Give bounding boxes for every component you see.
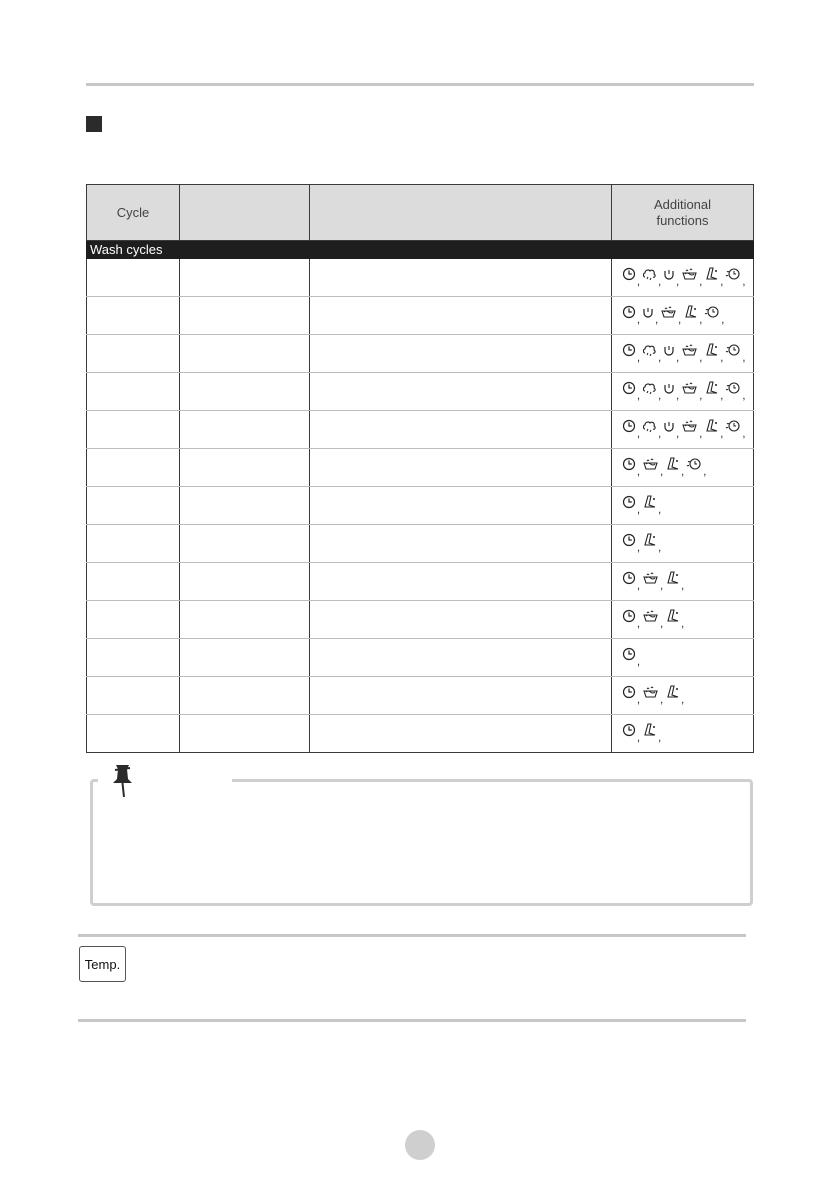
additional-functions-cell	[612, 563, 754, 601]
delay-icon	[622, 609, 636, 626]
separator-comma: ,	[660, 466, 664, 478]
spin-icon	[663, 419, 675, 436]
cycle-cell	[87, 487, 180, 525]
additional-functions-cell	[612, 411, 754, 449]
stain-icon	[665, 457, 680, 474]
steam-icon	[686, 457, 702, 474]
column-2-cell	[180, 335, 310, 373]
table-row	[87, 487, 754, 525]
middle-divider	[78, 934, 746, 937]
separator-comma: ,	[699, 314, 703, 326]
additional-functions-cell	[612, 373, 754, 411]
separator-comma: ,	[658, 276, 662, 288]
stain-icon	[642, 495, 657, 512]
separator-comma: ,	[637, 694, 641, 706]
note-box	[90, 779, 753, 906]
soak-icon	[642, 571, 659, 588]
stain-icon	[642, 723, 657, 740]
delay-icon	[622, 305, 636, 322]
soak-icon	[642, 609, 659, 626]
delay-icon	[622, 343, 636, 360]
separator-comma: ,	[678, 314, 682, 326]
separator-comma: ,	[742, 390, 746, 402]
soak-icon	[681, 381, 698, 398]
section-marker-square	[86, 116, 102, 132]
additional-functions-cell	[612, 335, 754, 373]
soak-icon	[681, 343, 698, 360]
additional-functions-cell	[612, 601, 754, 639]
delay-icon	[622, 495, 636, 512]
extra-rinse-icon	[642, 419, 657, 436]
separator-comma: ,	[742, 276, 746, 288]
separator-comma: ,	[676, 390, 680, 402]
table-row	[87, 639, 754, 677]
additional-functions-cell	[612, 259, 754, 297]
separator-comma: ,	[637, 352, 641, 364]
separator-comma: ,	[681, 618, 685, 630]
column-2-cell	[180, 563, 310, 601]
column-3-cell	[310, 525, 612, 563]
column-2-cell	[180, 639, 310, 677]
table-row	[87, 677, 754, 715]
stain-icon	[704, 267, 719, 284]
separator-comma: ,	[676, 428, 680, 440]
additional-functions-cell	[612, 639, 754, 677]
extra-rinse-icon	[642, 267, 657, 284]
cycle-cell	[87, 639, 180, 677]
separator-comma: ,	[637, 504, 641, 516]
stain-icon	[704, 419, 719, 436]
column-3-cell	[310, 335, 612, 373]
cycle-cell	[87, 373, 180, 411]
column-2-cell	[180, 449, 310, 487]
cycle-cell	[87, 449, 180, 487]
delay-icon	[622, 685, 636, 702]
separator-comma: ,	[658, 542, 662, 554]
header-cycle: Cycle	[87, 185, 180, 241]
bottom-divider	[78, 1019, 746, 1022]
section-row	[87, 241, 754, 259]
separator-comma: ,	[681, 466, 685, 478]
column-3-cell	[310, 487, 612, 525]
spin-icon	[663, 381, 675, 398]
column-3-cell	[310, 639, 612, 677]
header-additional-functions: Additional functions	[612, 185, 754, 241]
delay-icon	[622, 381, 636, 398]
header-column-2	[180, 185, 310, 241]
delay-icon	[622, 647, 636, 664]
separator-comma: ,	[660, 580, 664, 592]
stain-icon	[704, 381, 719, 398]
extra-rinse-icon	[642, 381, 657, 398]
delay-icon	[622, 571, 636, 588]
cycle-cell	[87, 601, 180, 639]
steam-icon	[725, 419, 741, 436]
cycle-cell	[87, 715, 180, 753]
separator-comma: ,	[658, 732, 662, 744]
separator-comma: ,	[699, 276, 703, 288]
column-2-cell	[180, 411, 310, 449]
separator-comma: ,	[699, 428, 703, 440]
separator-comma: ,	[720, 276, 724, 288]
delay-icon	[622, 419, 636, 436]
delay-icon	[622, 723, 636, 740]
separator-comma: ,	[637, 466, 641, 478]
separator-comma: ,	[658, 428, 662, 440]
cycle-cell	[87, 411, 180, 449]
column-2-cell	[180, 601, 310, 639]
wash-cycles-table	[86, 184, 754, 753]
column-3-cell	[310, 715, 612, 753]
steam-icon	[725, 381, 741, 398]
steam-icon	[725, 343, 741, 360]
soak-icon	[681, 419, 698, 436]
column-3-cell	[310, 601, 612, 639]
column-3-cell	[310, 449, 612, 487]
separator-comma: ,	[720, 428, 724, 440]
column-3-cell	[310, 297, 612, 335]
separator-comma: ,	[676, 276, 680, 288]
temp-badge: Temp.	[79, 946, 126, 982]
cycle-cell	[87, 563, 180, 601]
soak-icon	[681, 267, 698, 284]
column-3-cell	[310, 373, 612, 411]
column-2-cell	[180, 525, 310, 563]
soak-icon	[660, 305, 677, 322]
separator-comma: ,	[676, 352, 680, 364]
separator-comma: ,	[721, 314, 725, 326]
stain-icon	[665, 685, 680, 702]
table-header-row	[87, 185, 754, 241]
delay-icon	[622, 533, 636, 550]
separator-comma: ,	[660, 618, 664, 630]
steam-icon	[725, 267, 741, 284]
delay-icon	[622, 457, 636, 474]
cycle-cell	[87, 259, 180, 297]
separator-comma: ,	[637, 314, 641, 326]
separator-comma: ,	[637, 542, 641, 554]
table-row	[87, 525, 754, 563]
separator-comma: ,	[637, 276, 641, 288]
column-3-cell	[310, 259, 612, 297]
table-row	[87, 411, 754, 449]
extra-rinse-icon	[642, 343, 657, 360]
table-row	[87, 259, 754, 297]
additional-functions-cell	[612, 297, 754, 335]
separator-comma: ,	[742, 352, 746, 364]
pushpin-icon	[110, 763, 136, 799]
separator-comma: ,	[655, 314, 659, 326]
separator-comma: ,	[703, 466, 707, 478]
soak-icon	[642, 685, 659, 702]
separator-comma: ,	[637, 428, 641, 440]
column-2-cell	[180, 259, 310, 297]
stain-icon	[665, 609, 680, 626]
separator-comma: ,	[637, 618, 641, 630]
spin-icon	[663, 343, 675, 360]
section-label: Wash cycles	[87, 241, 754, 259]
table-row	[87, 373, 754, 411]
separator-comma: ,	[660, 694, 664, 706]
stain-icon	[704, 343, 719, 360]
additional-functions-cell	[612, 715, 754, 753]
separator-comma: ,	[637, 390, 641, 402]
soak-icon	[642, 457, 659, 474]
page-number-dot	[405, 1130, 435, 1160]
table-row	[87, 563, 754, 601]
cycle-cell	[87, 297, 180, 335]
steam-icon	[704, 305, 720, 322]
additional-functions-cell	[612, 487, 754, 525]
table-row	[87, 297, 754, 335]
spin-icon	[663, 267, 675, 284]
delay-icon	[622, 267, 636, 284]
column-3-cell	[310, 411, 612, 449]
additional-functions-cell	[612, 525, 754, 563]
separator-comma: ,	[699, 352, 703, 364]
top-divider	[86, 83, 754, 86]
table-row	[87, 335, 754, 373]
column-2-cell	[180, 297, 310, 335]
separator-comma: ,	[681, 694, 685, 706]
header-column-3	[310, 185, 612, 241]
column-2-cell	[180, 373, 310, 411]
separator-comma: ,	[637, 656, 641, 668]
separator-comma: ,	[637, 580, 641, 592]
column-2-cell	[180, 715, 310, 753]
separator-comma: ,	[637, 732, 641, 744]
separator-comma: ,	[658, 352, 662, 364]
column-3-cell	[310, 677, 612, 715]
spin-icon	[642, 305, 654, 322]
stain-icon	[665, 571, 680, 588]
separator-comma: ,	[720, 352, 724, 364]
separator-comma: ,	[681, 580, 685, 592]
separator-comma: ,	[699, 390, 703, 402]
table-row	[87, 449, 754, 487]
table-row	[87, 601, 754, 639]
cycle-cell	[87, 525, 180, 563]
stain-icon	[642, 533, 657, 550]
cycle-cell	[87, 677, 180, 715]
additional-functions-cell	[612, 449, 754, 487]
table-row	[87, 715, 754, 753]
column-2-cell	[180, 677, 310, 715]
cycle-cell	[87, 335, 180, 373]
additional-functions-cell	[612, 677, 754, 715]
separator-comma: ,	[742, 428, 746, 440]
separator-comma: ,	[658, 504, 662, 516]
separator-comma: ,	[720, 390, 724, 402]
stain-icon	[683, 305, 698, 322]
column-2-cell	[180, 487, 310, 525]
column-3-cell	[310, 563, 612, 601]
separator-comma: ,	[658, 390, 662, 402]
